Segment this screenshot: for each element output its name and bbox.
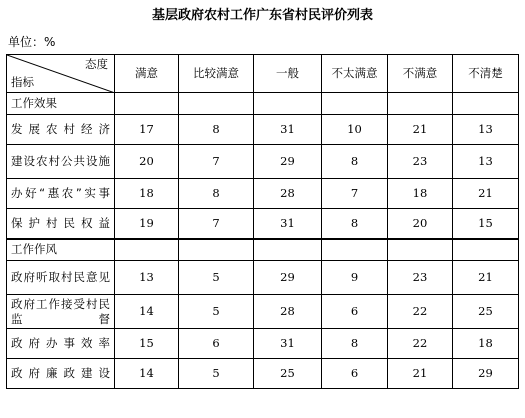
value-cell: 14	[115, 359, 179, 389]
value-cell: 31	[254, 329, 322, 359]
empty-cell	[388, 93, 453, 115]
header-corner-cell	[7, 55, 115, 93]
row-label: 政府听取村民意见	[7, 261, 115, 295]
row-label: 政府廉政建设	[7, 359, 115, 389]
value-cell: 31	[254, 209, 322, 239]
value-cell: 31	[254, 115, 322, 145]
value-cell: 21	[388, 115, 453, 145]
value-cell: 25	[254, 359, 322, 389]
value-cell: 20	[388, 209, 453, 239]
value-cell: 8	[322, 145, 388, 179]
value-cell: 6	[322, 359, 388, 389]
empty-cell	[254, 239, 322, 261]
table-row	[7, 295, 519, 329]
value-cell: 18	[453, 329, 519, 359]
empty-cell	[115, 239, 179, 261]
table-row	[7, 359, 519, 389]
value-cell: 5	[179, 359, 254, 389]
value-cell: 29	[453, 359, 519, 389]
value-cell: 6	[179, 329, 254, 359]
value-cell: 21	[453, 261, 519, 295]
table-title: 基层政府农村工作广东省村民评价列表	[151, 8, 373, 23]
row-label: 政府工作接受村民监督	[7, 295, 115, 329]
table-row	[7, 115, 519, 145]
column-header: 不满意	[388, 55, 453, 93]
value-cell: 7	[322, 179, 388, 209]
value-cell: 14	[115, 295, 179, 329]
value-cell: 5	[179, 295, 254, 329]
value-cell: 8	[179, 179, 254, 209]
column-header: 不清楚	[453, 55, 519, 93]
column-header: 比较满意	[179, 55, 254, 93]
value-cell: 17	[115, 115, 179, 145]
empty-cell	[322, 239, 388, 261]
value-cell: 21	[453, 179, 519, 209]
value-cell: 7	[179, 209, 254, 239]
value-cell: 28	[254, 179, 322, 209]
value-cell: 9	[322, 261, 388, 295]
value-cell: 7	[179, 145, 254, 179]
value-cell: 13	[453, 145, 519, 179]
value-cell: 18	[388, 179, 453, 209]
value-cell: 13	[115, 261, 179, 295]
table-row	[7, 209, 519, 239]
unit-label: 单位：%	[8, 35, 56, 49]
empty-cell	[115, 93, 179, 115]
value-cell: 22	[388, 329, 453, 359]
table-row	[7, 329, 519, 359]
value-cell: 29	[254, 145, 322, 179]
column-header: 不太满意	[322, 55, 388, 93]
value-cell: 21	[388, 359, 453, 389]
table-row	[7, 261, 519, 295]
value-cell: 10	[322, 115, 388, 145]
table-row	[7, 179, 519, 209]
value-cell: 28	[254, 295, 322, 329]
value-cell: 22	[388, 295, 453, 329]
row-label: 发展农村经济	[7, 115, 115, 145]
corner-label-attitude: 态度	[85, 57, 108, 71]
row-label: 建设农村公共设施	[7, 145, 115, 179]
value-cell: 8	[179, 115, 254, 145]
empty-cell	[322, 93, 388, 115]
row-label: 办好“惠农”实事	[7, 179, 115, 209]
empty-cell	[179, 239, 254, 261]
value-cell: 8	[322, 209, 388, 239]
value-cell: 15	[115, 329, 179, 359]
value-cell: 8	[322, 329, 388, 359]
column-header: 一般	[254, 55, 322, 93]
value-cell: 20	[115, 145, 179, 179]
value-cell: 5	[179, 261, 254, 295]
row-label: 保护村民权益	[7, 209, 115, 239]
evaluation-table	[6, 54, 519, 389]
value-cell: 19	[115, 209, 179, 239]
empty-cell	[388, 239, 453, 261]
empty-cell	[179, 93, 254, 115]
section-name: 工作效果	[7, 93, 115, 115]
empty-cell	[453, 93, 519, 115]
value-cell: 18	[115, 179, 179, 209]
column-header: 满意	[115, 55, 179, 93]
table-body	[7, 55, 519, 389]
corner-label-indicator: 指标	[11, 75, 34, 89]
empty-cell	[254, 93, 322, 115]
value-cell: 23	[388, 145, 453, 179]
header-row	[7, 55, 519, 93]
value-cell: 25	[453, 295, 519, 329]
section-row	[7, 239, 519, 261]
table-row	[7, 145, 519, 179]
section-row	[7, 93, 519, 115]
empty-cell	[453, 239, 519, 261]
row-label: 政府办事效率	[7, 329, 115, 359]
value-cell: 6	[322, 295, 388, 329]
value-cell: 29	[254, 261, 322, 295]
value-cell: 15	[453, 209, 519, 239]
section-name: 工作作风	[7, 239, 115, 261]
value-cell: 13	[453, 115, 519, 145]
value-cell: 23	[388, 261, 453, 295]
